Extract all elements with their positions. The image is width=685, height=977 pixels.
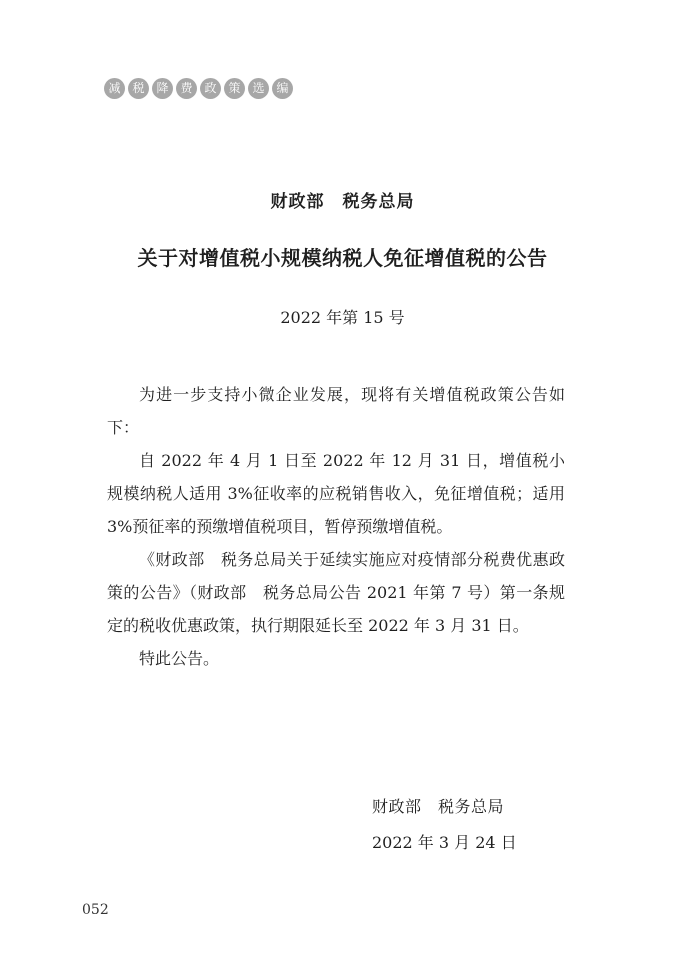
signature-organization: 财政部 税务总局	[372, 797, 505, 816]
body-paragraph-extension: 《财政部 税务总局关于延续实施应对疫情部分税费优惠政策的公告》（财政部 税务总局公告 2021 年第 7 号）第一条规定的税收优惠政策，执行期限延长至 2022 年 3 月 31 日。	[107, 550, 565, 635]
document-title: 关于对增值税小规模纳税人免征增值税的公告	[137, 246, 548, 270]
page-number: 052	[82, 902, 109, 918]
series-title-char: 选	[248, 78, 269, 99]
series-title-char: 降	[152, 78, 173, 99]
series-title-char: 策	[224, 78, 245, 99]
series-title-char: 费	[176, 78, 197, 99]
series-title-char: 减	[104, 78, 125, 99]
document-body	[107, 378, 565, 675]
series-title	[104, 78, 293, 99]
body-paragraph-intro: 为进一步支持小微企业发展，现将有关增值税政策公告如下：	[107, 385, 565, 437]
series-title-char: 税	[128, 78, 149, 99]
body-paragraph-exemption: 自 2022 年 4 月 1 日至 2022 年 12 月 31 日，增值税小规模纳税人适用 3%征收率的应税销售收入，免征增值税；适用 3%预征率的预缴增值税项目，暂停预缴增值税。	[107, 451, 565, 536]
series-title-char: 编	[272, 78, 293, 99]
document-issuer: 财政部 税务总局	[270, 192, 415, 212]
body-paragraph-closing: 特此公告。	[139, 649, 220, 668]
signature-date: 2022 年 3 月 24 日	[372, 833, 517, 852]
document-number: 2022 年第 15 号	[280, 308, 405, 327]
series-title-char: 政	[200, 78, 221, 99]
